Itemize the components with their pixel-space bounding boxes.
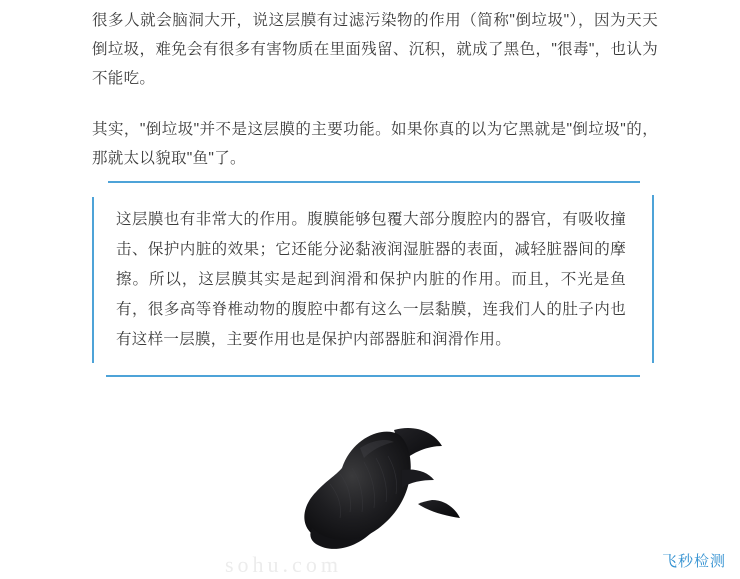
fish-illustration-icon	[282, 408, 472, 568]
image-watermark: sohu.com	[225, 552, 342, 577]
brand-label: 飞秒检测	[661, 553, 726, 570]
callout-text: 这层膜也有非常大的作用。腹膜能够包覆大部分腹腔内的器官，有吸收撞击、保护内脏的效果；它还能分泌黏液润湿脏器的表面，减轻脏器间的摩擦。所以，这层膜其实是起到润滑和保护内脏的作用。而且，不光是鱼有，很多高等脊椎动物的腹腔中都有这么一层黏膜，连我们人的肚子内也有这样一层膜，主要作用也是保护内部器脏和润滑作用。	[116, 211, 626, 348]
callout-corner-top-right	[640, 181, 654, 195]
article-body	[92, 0, 658, 173]
figure-fish	[92, 368, 658, 579]
paragraph-2: 其实，"倒垃圾"并不是这层膜的主要功能。如果你真的以为它黑就是"倒垃圾"的，那就太以貌取"鱼"了。	[92, 121, 658, 167]
callout-corner-top-left	[92, 181, 108, 197]
paragraph-1: 很多人就会脑洞大开，说这层膜有过滤污染物的作用（简称"倒垃圾"），因为天天倒垃圾，难免会有很多有害物质在里面残留、沉积，就成了黑色，"很毒"，也认为不能吃。	[92, 12, 658, 87]
callout-box	[92, 181, 654, 377]
